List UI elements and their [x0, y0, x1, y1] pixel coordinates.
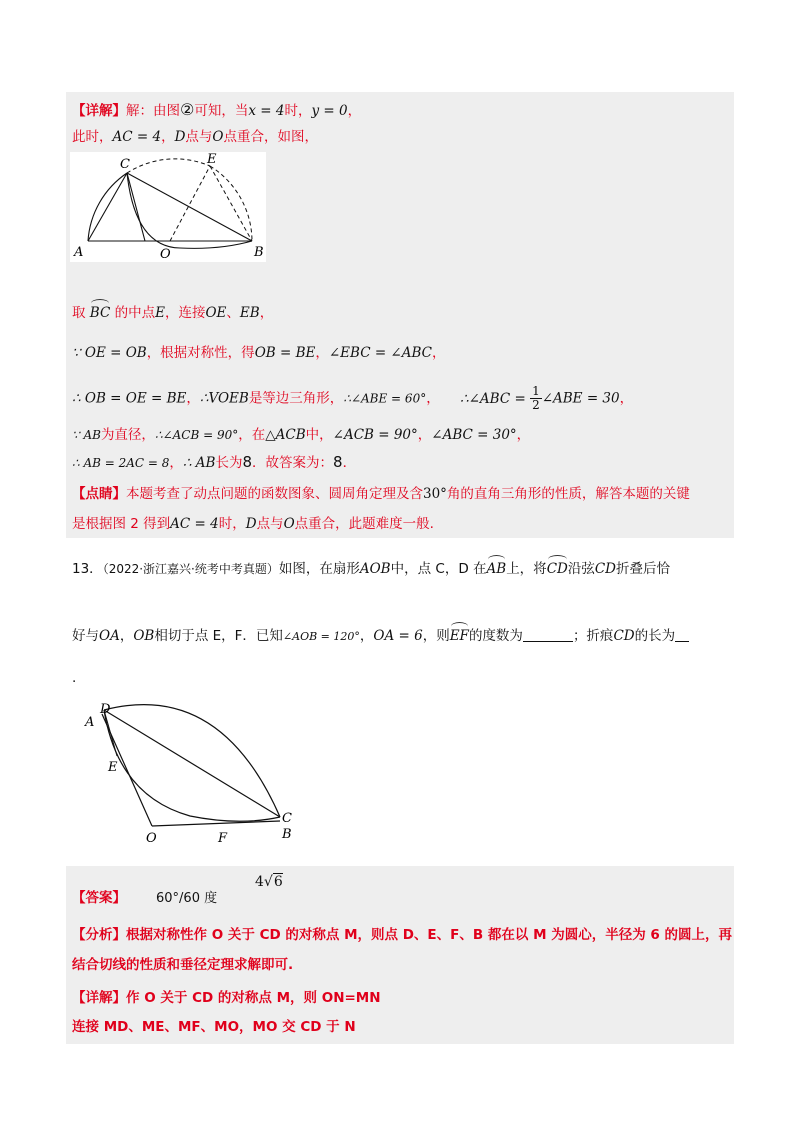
sol12-comment-line-1: 【点睛】本题考查了动点问题的函数图象、圆周角定理及含30°角的直角三角形的性质，解答本题的关键 — [72, 486, 690, 502]
sol12-line-4: ∵ OE = OB，根据对称性，得OB = BE，∠EBC = ∠ABC， — [72, 345, 446, 361]
q13-line-1: 13．（2022·浙江嘉兴·统考中考真题）如图，在扇形AOB中，点 C，D 在AB上，将CD沿弦CD折叠后恰 — [72, 561, 670, 577]
answer-blank-1 — [523, 627, 573, 642]
figure-semicircle-acb — [70, 152, 266, 262]
point-label-e: E — [207, 152, 217, 167]
sol12-line-6: ∵ AB为直径，∴∠ACB = 90°，在△ACB中，∠ACB = 90°，∠ABC = 30°， — [72, 427, 531, 443]
sol12-line-3: 取 BC 的中点E，连接OE、EB， — [72, 305, 274, 321]
answer-tag: 【答案】 — [72, 890, 126, 906]
question-number: 13． — [72, 561, 103, 577]
detail13-line-2: 连接 MD、ME、MF、MO，MO 交 CD 于 N — [72, 1019, 356, 1035]
sol12-line-1: 【详解】解：由图②可知，当x = 4时，y = 0， — [72, 100, 362, 119]
analysis-line-2: 结合切线的性质和垂径定理求解即可. — [72, 957, 294, 973]
answer-blank-2 — [675, 627, 689, 642]
sol12-line-7: ∴ AB = 2AC = 8，∴ AB长为8．故答案为：8． — [72, 453, 357, 471]
q13-line-3: . — [72, 670, 77, 686]
point-label-f: F — [218, 831, 228, 846]
point-label-a: A — [85, 715, 95, 730]
analysis-tag: 【分析】 — [72, 927, 126, 943]
point-label-o: O — [146, 831, 157, 846]
point-label-c: C — [282, 811, 292, 826]
question-source: （2022·浙江嘉兴·统考中考真题） — [102, 562, 279, 576]
point-label-o: O — [160, 247, 171, 262]
point-label-b: B — [282, 827, 292, 842]
detail13-tag: 【详解】 — [72, 990, 126, 1006]
detail13-line-1: 【详解】作 O 关于 CD 的对称点 M，则 ON=MN — [72, 990, 381, 1006]
point-label-e: E — [108, 760, 118, 775]
answer-line — [72, 888, 217, 909]
detail-tag: 【详解】 — [72, 103, 126, 119]
figure-sector-aob — [80, 696, 300, 852]
analysis-line-1: 【分析】根据对称性作 O 关于 CD 的对称点 M，则点 D、E、F、B 都在以 M 为圆心，半径为 6 的圆上，再 — [72, 927, 732, 943]
answer-degree: 60°/60 度 — [156, 891, 218, 906]
sol12-line-5: ∴ OB = OE = BE，∴VOEB是等边三角形，∴∠ABE = 60°， ∴∠ABC = $\frac{1}{2}$ ∠ABE = 30， — [72, 384, 634, 412]
point-label-c: C — [120, 157, 130, 172]
point-label-d: D — [100, 702, 111, 717]
comment-tag: 【点睛】 — [72, 486, 126, 502]
point-label-a: A — [74, 245, 84, 260]
q13-line-2: 好与OA，OB相切于点 E，F．已知∠AOB = 120°，OA = 6，则EF的度数为 ；折痕CD的长为 — [72, 626, 689, 647]
fraction-one-half: $\frac{1}{2}$ — [532, 384, 540, 412]
point-label-b: B — [254, 245, 264, 260]
sol12-line-2: 此时，AC = 4，D点与O点重合，如图， — [72, 129, 318, 145]
sol12-comment-line-2: 是根据图 2 得到AC = 4时，D点与O点重合，此题难度一般. — [72, 516, 434, 532]
answer-sqrt: 4√6 — [255, 874, 283, 890]
